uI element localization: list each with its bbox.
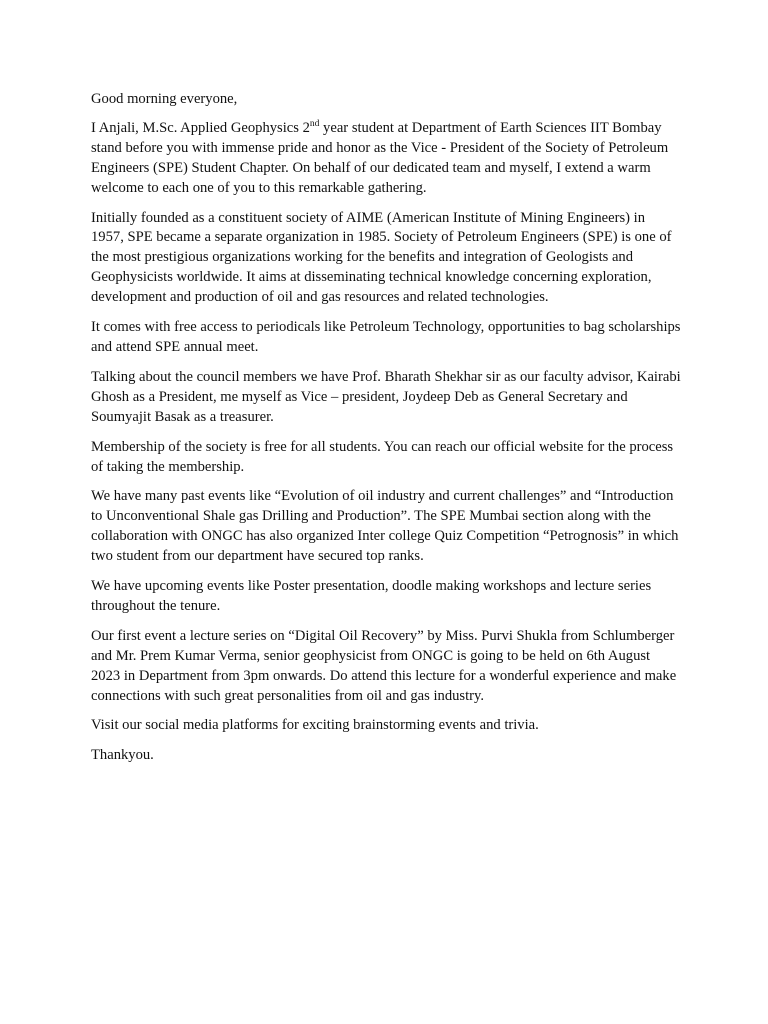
paragraph-social-media: Visit our social media platforms for exciting brainstorming events and trivia. xyxy=(91,717,539,734)
paragraph-benefits: It comes with free access to periodicals like Petroleum Technology, opportunities to bag scholarships and attend SPE annual meet. xyxy=(91,319,681,355)
paragraph-past-events: We have many past events like “Evolution of oil industry and current challenges” and “Introduction to Unconventional Shale gas Drilling and Production”. The SPE Mumbai section along with the collaboration with ONGC has also organized Inter college Quiz Competition “Petrognosis” in which two student from our department have secured top ranks. xyxy=(91,488,679,565)
intro-paragraph xyxy=(91,119,681,199)
document-page xyxy=(91,90,681,776)
ordinal-superscript: nd xyxy=(309,119,320,130)
paragraph-upcoming-events: We have upcoming events like Poster presentation, doodle making workshops and lecture series throughout the tenure. xyxy=(91,578,652,614)
paragraph-council-members: Talking about the council members we have Prof. Bharath Shekhar sir as our faculty advisor, Kairabi Ghosh as a President, me myself as Vice – president, Joydeep Deb as General Secretary and Soumyajit Basak as a treasurer. xyxy=(91,368,681,425)
intro-text-start: I Anjali, M.Sc. Applied Geophysics 2 xyxy=(91,119,310,136)
paragraph-membership: Membership of the society is free for all students. You can reach our official website for the process of taking the membership. xyxy=(91,438,674,475)
paragraph-spe-history: Initially founded as a constituent society of AIME (American Institute of Mining Engineers) in 1957, SPE became a separate organization in 1985. Society of Petroleum Engineers (SPE) is one of the most prestigious organizations working for the benefits and integration of Geologists and Geophysicists worldwide. It aims at disseminating technical knowledge concerning exploration, development and production of oil and gas resources and related technologies. xyxy=(91,209,672,306)
paragraph-first-event: Our first event a lecture series on “Digital Oil Recovery” by Miss. Purvi Shukla from Schlumberger and Mr. Prem Kumar Verma, senior geophysicist from ONGC is going to be held on 6th August 2023 in Department from 3pm onwards. Do attend this lecture for a wonderful experience and make connections with such great personalities from oil and gas industry. xyxy=(91,627,677,704)
closing: Thankyou. xyxy=(91,747,154,764)
intro-text-end: year student at Department of Earth Sciences IIT Bombay stand before you with immense pride and honor as the Vice - President of the Society of Petroleum Engineers (SPE) Student Chapter. On behalf of our dedicated team and myself, I extend a warm welcome to each one of you to this remarkable gathering. xyxy=(91,119,669,196)
greeting: Good morning everyone, xyxy=(91,91,238,107)
